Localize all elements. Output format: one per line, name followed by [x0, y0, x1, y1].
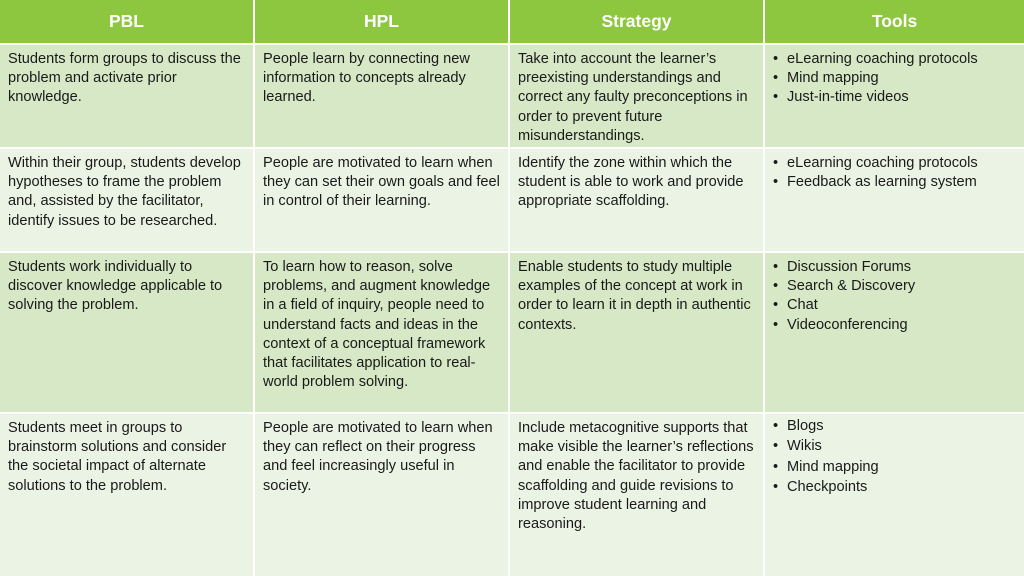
tool-item: • Videoconferencing: [773, 316, 1016, 335]
tool-item: • Search & Discovery: [773, 277, 1016, 296]
tool-item: • eLearning coaching protocols: [773, 50, 1016, 69]
row2-pbl-cell: Within their group, students develop hypotheses to frame the problem and, assisted by the facilitator, identify issues to be researched.: [0, 149, 255, 253]
row4-strategy-cell: Include metacognitive supports that make visible the learner’s reflections and enable the facilitator to provide scaffolding and guide revisions to improve student learning and reasoning.: [510, 414, 765, 576]
tool-item: • Mind mapping: [773, 69, 1016, 88]
tool-item: • Feedback as learning system: [773, 173, 1016, 192]
header-strategy: Strategy: [510, 0, 765, 45]
row4-tools-list: [773, 416, 1016, 498]
tool-item: • Discussion Forums: [773, 258, 1016, 277]
tool-item: • Wikis: [773, 436, 1016, 456]
tool-item: • Blogs: [773, 416, 1016, 436]
row1-pbl-cell: Students form groups to discuss the problem and activate prior knowledge.: [0, 45, 255, 149]
row2-hpl-cell: People are motivated to learn when they can set their own goals and feel in control of their learning.: [255, 149, 510, 253]
tool-item: • Just-in-time videos: [773, 88, 1016, 107]
header-hpl: HPL: [255, 0, 510, 45]
row3-tools-list: [773, 258, 1016, 335]
row4-pbl-cell: Students meet in groups to brainstorm solutions and consider the societal impact of alternate solutions to the problem.: [0, 414, 255, 576]
row2-tools-cell: [765, 149, 1024, 253]
header-pbl: PBL: [0, 0, 255, 45]
tool-item: • Chat: [773, 296, 1016, 315]
tool-item: • Checkpoints: [773, 477, 1016, 497]
tool-item: • Mind mapping: [773, 457, 1016, 477]
row3-pbl-cell: Students work individually to discover knowledge applicable to solving the problem.: [0, 253, 255, 414]
row1-hpl-cell: People learn by connecting new information to concepts already learned.: [255, 45, 510, 149]
row2-tools-list: [773, 154, 1016, 192]
row2-strategy-cell: Identify the zone within which the student is able to work and provide appropriate scaffolding.: [510, 149, 765, 253]
row3-strategy-cell: Enable students to study multiple examples of the concept at work in order to learn it in depth in authentic contexts.: [510, 253, 765, 414]
row1-strategy-cell: Take into account the learner’s preexisting understandings and correct any faulty preconceptions in order to prevent future misunderstandings.: [510, 45, 765, 149]
row4-tools-cell: [765, 414, 1024, 576]
row1-tools-list: [773, 50, 1016, 108]
row1-tools-cell: [765, 45, 1024, 149]
header-tools: Tools: [765, 0, 1024, 45]
tool-item: • eLearning coaching protocols: [773, 154, 1016, 173]
row3-hpl-cell: To learn how to reason, solve problems, and augment knowledge in a field of inquiry, people need to understand facts and ideas in the context of a conceptual framework that facilitates application to real-world problem solving.: [255, 253, 510, 414]
row4-hpl-cell: People are motivated to learn when they can reflect on their progress and feel increasingly useful in society.: [255, 414, 510, 576]
row3-tools-cell: [765, 253, 1024, 414]
